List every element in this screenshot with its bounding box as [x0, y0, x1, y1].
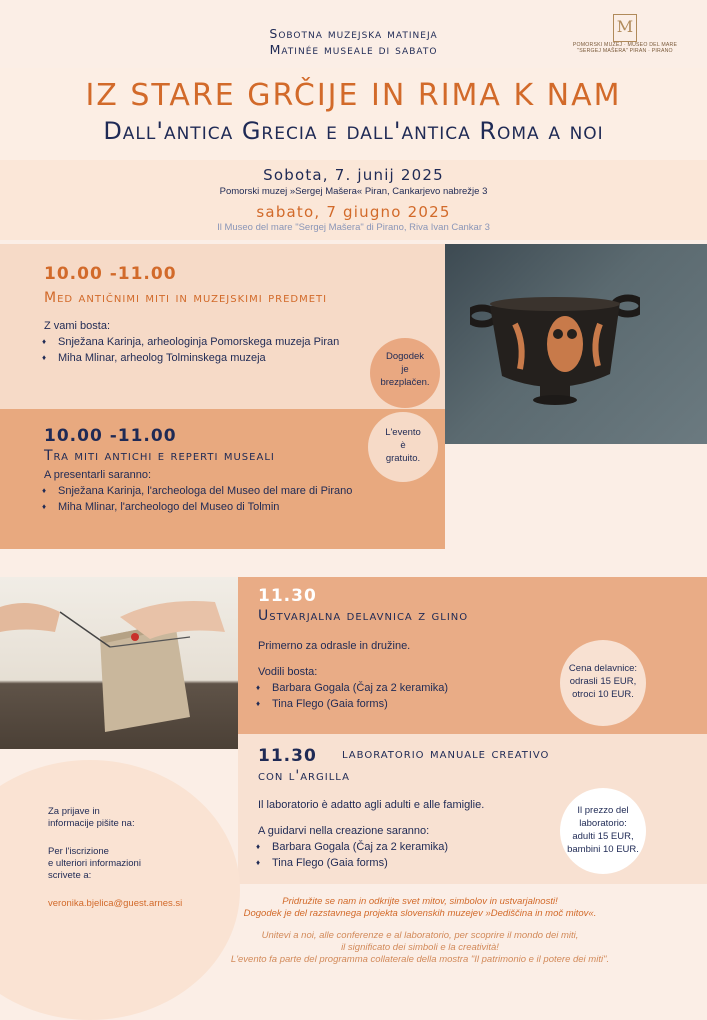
workshop-si-leaders [250, 680, 550, 712]
contact-it: Per l'iscrizione e ulteriori informazioni scrivete a: [48, 846, 141, 881]
list-item: ♦ Barbara Gogala (Čaj za 2 keramika) [250, 839, 550, 855]
date-it: sabato, 7 giugno 2025 [256, 203, 451, 221]
skyphos-owl-icon [470, 284, 640, 414]
clay-cutting-photo [0, 577, 238, 749]
list-item: ♦ Miha Mlinar, l'archeologo del Museo di Tolmin [36, 499, 436, 515]
workshop-si-audience: Primerno za odrasle in družine. [258, 640, 411, 652]
list-item: ♦ Snježana Karinja, arheologinja Pomorskega muzeja Piran [36, 334, 376, 350]
event-si-intro: Z vami bosta: [44, 320, 111, 332]
workshop-si-intro: Vodili bosta: [258, 666, 318, 678]
header-line-si: Sobotna muzejska matineja [269, 26, 438, 41]
column-logo-icon: M [613, 14, 637, 42]
clay-block-icon [0, 577, 238, 749]
price-badge-si: Cena delavnice: odrasli 15 EUR, otroci 10 EUR. [560, 640, 646, 726]
list-item: ♦ Snježana Karinja, l'archeologa del Museo del mare di Pirano [36, 483, 436, 499]
footer-si-1: Pridružite se nam in odkrijte svet mitov, simbolov in ustvarjalnosti! [282, 896, 558, 907]
date-si: Sobota, 7. junij 2025 [263, 166, 444, 184]
museum-logo [565, 14, 685, 54]
list-item: ♦ Tina Flego (Gaia forms) [250, 855, 550, 871]
event-it-speakers [36, 483, 436, 515]
workshop-si-time: 11.30 [258, 586, 317, 606]
contact-si: Za prijave in informacije pišite na: [48, 806, 135, 829]
event-si-time: 10.00 -11.00 [44, 264, 177, 284]
venue-it: Il Museo del mare "Sergej Mašera" di Pirano, Riva Ivan Cankar 3 [217, 222, 490, 233]
free-badge-si: Dogodek je brezplačen. [370, 338, 440, 408]
title-si: IZ STARE GRČIJE IN RIMA K NAM [85, 78, 622, 113]
header-line-it: Matinée museale di sabato [269, 42, 438, 57]
greek-cup-photo [445, 244, 707, 444]
event-si-title: Med antičnimi miti in muzejskimi predmeti [44, 290, 328, 306]
footer-it-1: Unitevi a noi, alle conferenze e al laboratorio, per scoprire il mondo dei miti, [261, 930, 579, 941]
footer-it-3: L'evento fa parte del programma collaterale della mostra "Il patrimonio e il potere dei miti". [230, 954, 610, 965]
workshop-it-time: 11.30 [258, 746, 317, 766]
venue-si: Pomorski muzej »Sergej Mašera« Piran, Cankarjevo nabrežje 3 [219, 186, 488, 197]
event-it-title: Tra miti antichi e reperti museali [44, 448, 275, 464]
workshop-it-audience: Il laboratorio è adatto agli adulti e alle famiglie. [258, 799, 485, 811]
logo-text-2: "SERGEJ MAŠERA" PIRAN · PIRANO [577, 48, 673, 54]
workshop-it-intro: A guidarvi nella creazione saranno: [258, 825, 430, 837]
footer-si-2: Dogodek je del razstavnega projekta slovenskih muzejev »Dediščina in moč mitov«. [243, 908, 597, 919]
logo-text-1: POMORSKI MUZEJ · MUSEO DEL MARE [572, 42, 678, 48]
list-item: ♦ Miha Mlinar, arheolog Tolminskega muzeja [36, 350, 376, 366]
contact-email[interactable]: veronika.bjelica@guest.arnes.si [48, 898, 183, 909]
free-badge-it: L'evento è gratuito. [368, 412, 438, 482]
workshop-it-title-1: laboratorio manuale creativo [342, 746, 550, 762]
workshop-it-leaders [250, 839, 550, 871]
event-it-intro: A presentarli saranno: [44, 469, 152, 481]
event-it-time: 10.00 -11.00 [44, 426, 177, 446]
workshop-si-title: Ustvarjalna delavnica z glino [258, 608, 469, 624]
price-badge-it: Il prezzo del laboratorio: adulti 15 EUR, bambini 10 EUR. [560, 788, 646, 874]
list-item: ♦ Barbara Gogala (Čaj za 2 keramika) [250, 680, 550, 696]
list-item: ♦ Tina Flego (Gaia forms) [250, 696, 550, 712]
title-it: Dall'antica Grecia e dall'antica Roma a noi [103, 117, 604, 145]
event-si-speakers [36, 334, 376, 366]
footer-it-2: il significato dei simboli e la creatività! [341, 942, 499, 953]
workshop-it-title-2: con l'argilla [258, 768, 350, 784]
